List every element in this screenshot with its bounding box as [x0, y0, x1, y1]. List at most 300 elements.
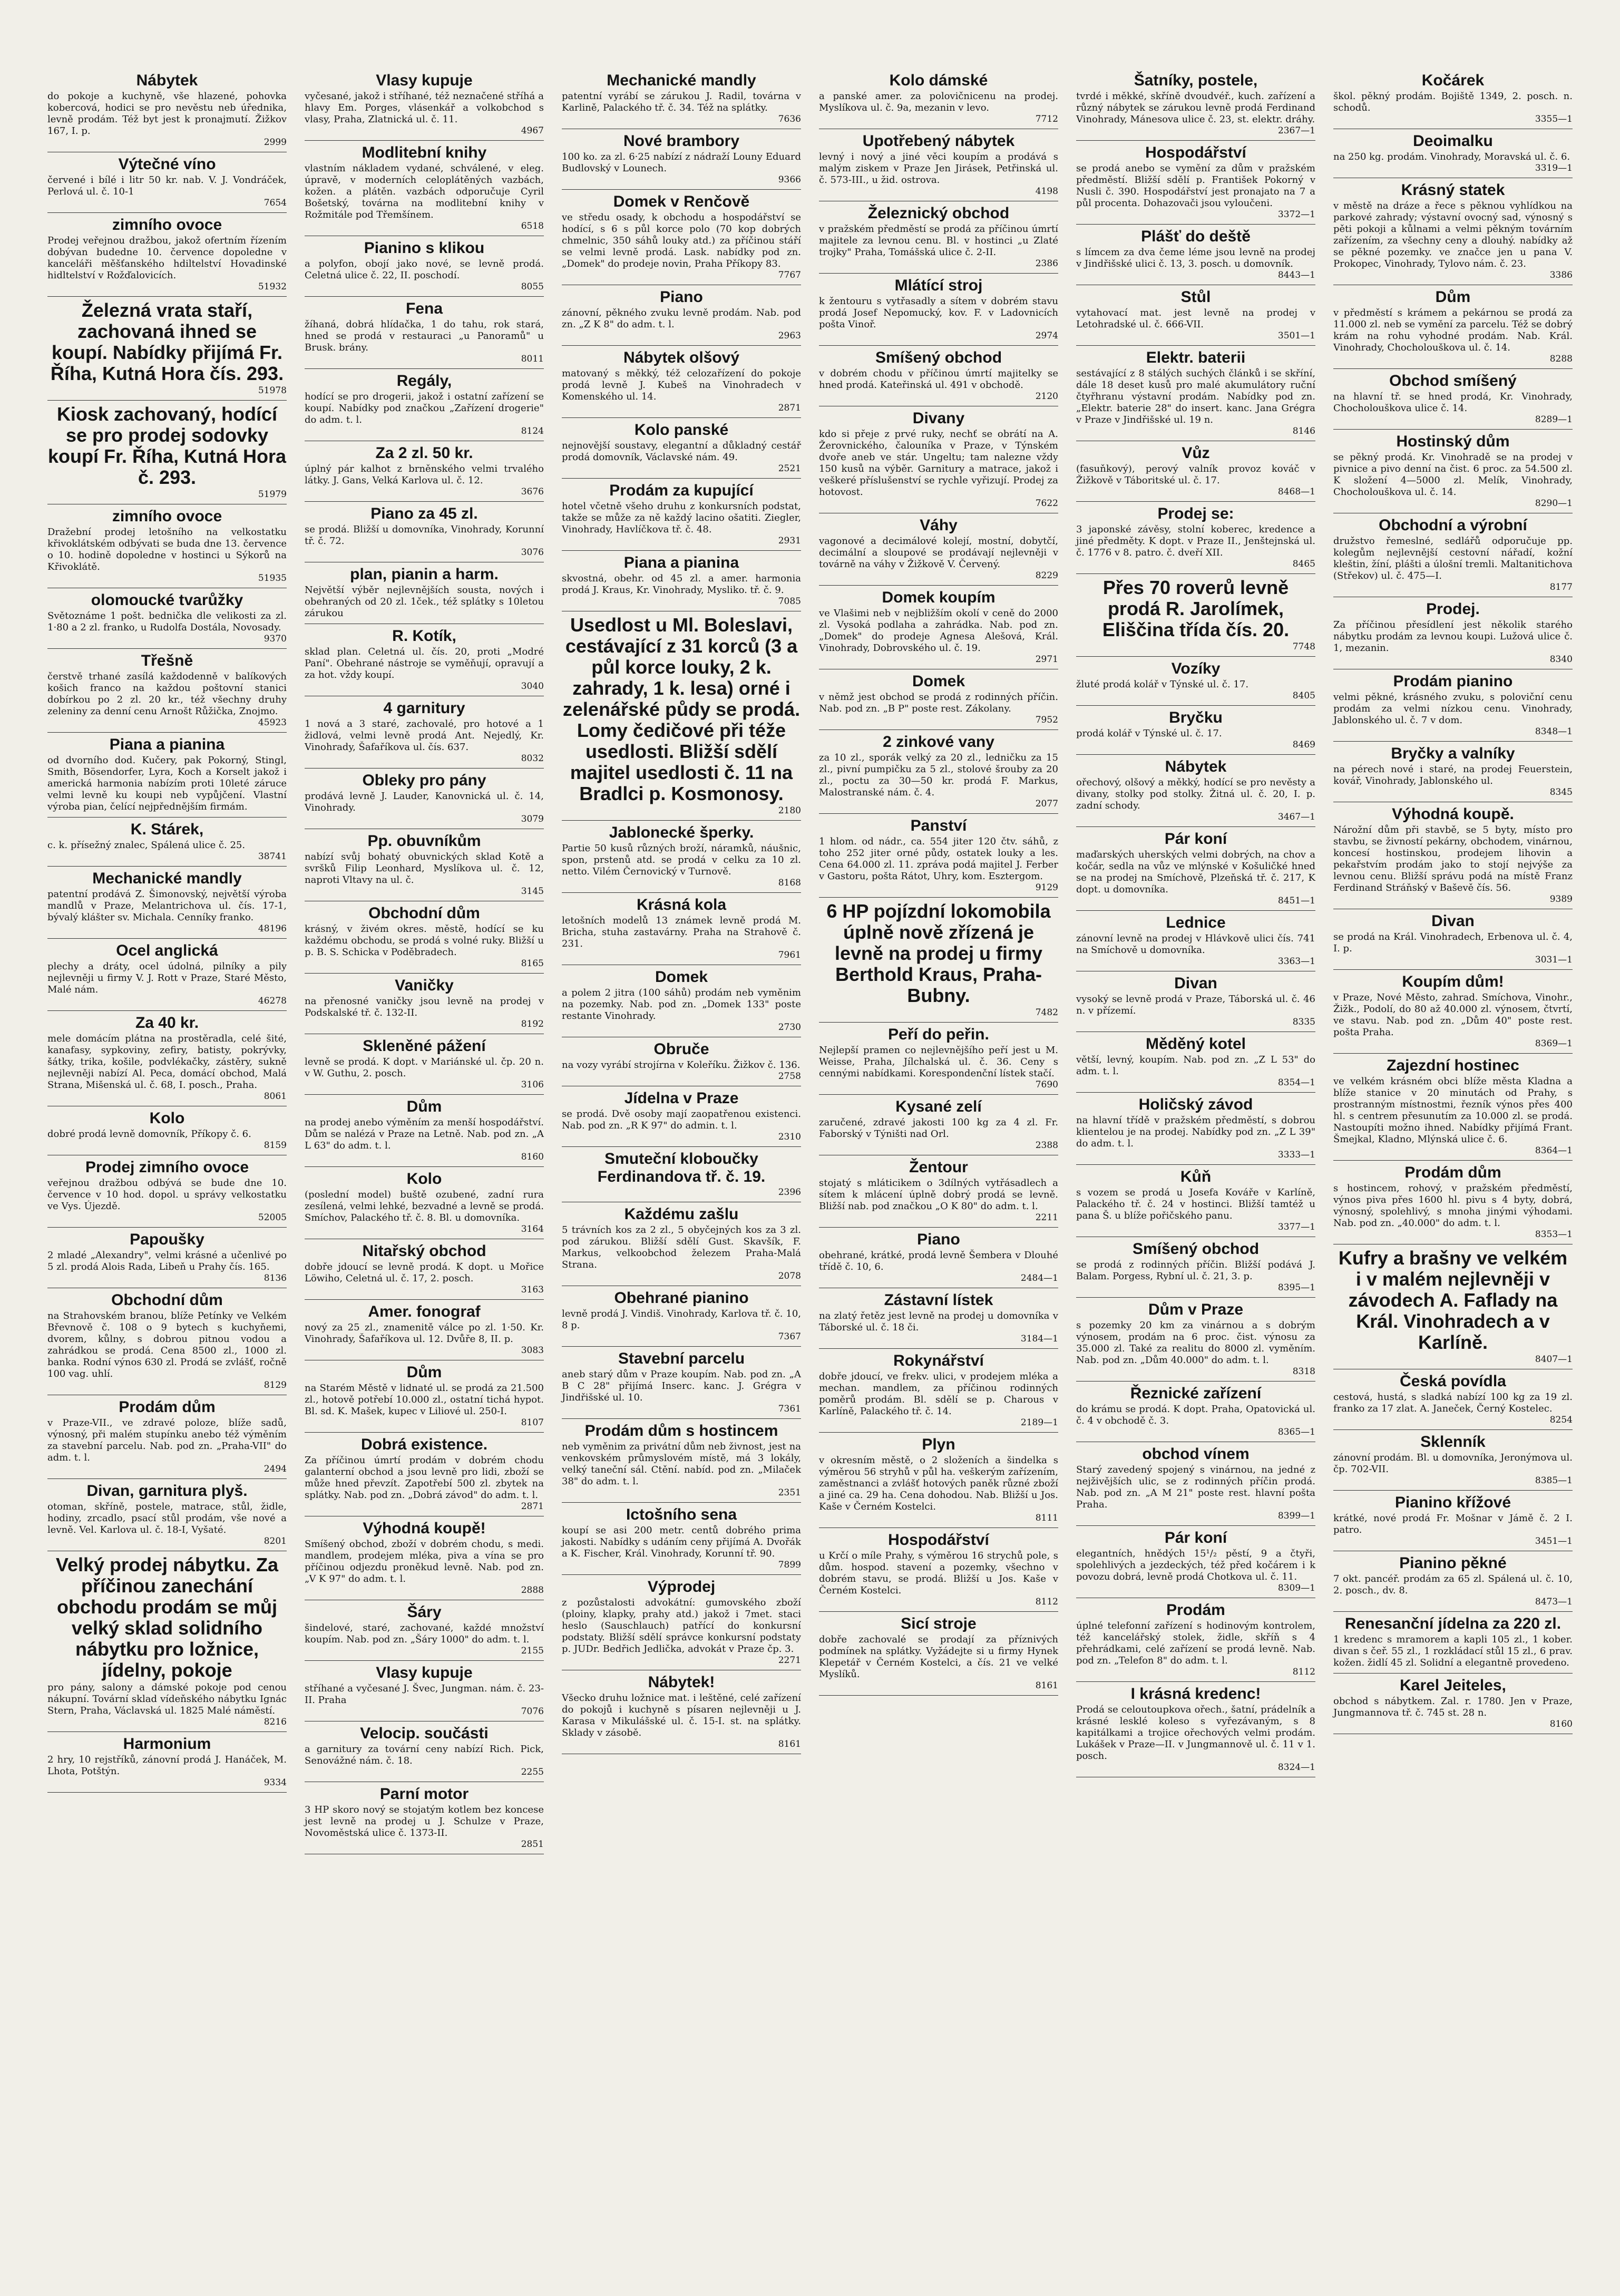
ad-heading: Přes 70 roverů levně prodá R. Jarolímek, Eliščina třída čís. 20.: [1102, 577, 1290, 640]
ad-number: 8340: [1549, 654, 1573, 665]
ad-text: kdo si přeje z prvé ruky, nechť se obrátí na A. Žerovnického, čalouníka v Praze, v Týnském dvoře aneb ve stár. Ungeltu; tam nalezne vždy 150 kusů na výběr. Garnitury a matrace, jakož i veškeré příslušenství se rychle vyřizují. Prodej za hotovost.: [819, 429, 1058, 498]
ad-heading: Obleky pro pány: [362, 772, 486, 789]
ad-number: 8112: [1292, 1667, 1315, 1677]
ad-number: 7085: [778, 596, 801, 607]
ad-text: na Starém Městě v lidnaté ul. se prodá za 21.500 zl., hotově potřebí 10.000 zl., ostatní tichá hypot. Bl. sd. K. Mašek, kupec v Liliové ul. 250-I.: [305, 1383, 544, 1417]
classified-ad: [1333, 669, 1573, 742]
ad-heading: Prodám dům s hostincem: [584, 1422, 778, 1439]
classified-ad: [47, 818, 287, 867]
ad-number: 8165: [521, 958, 544, 969]
classified-ad: [1076, 1442, 1315, 1526]
ad-number: 8112: [1035, 1597, 1058, 1607]
ad-number: 52005: [258, 1212, 287, 1223]
ad-number: 7076: [521, 1706, 544, 1717]
ad-text: stojatý s mláticikem o 3dílných vytřásadlech a sítem k mlácení úplně dobrý prodá se levně. Bližší nab. pod značkou „O K 80" do adm. t. l.: [819, 1178, 1058, 1212]
ad-text: prodá kolář v Týnské ul. č. 17.: [1076, 728, 1222, 739]
ad-text: 1 kredenc s mramorem a kapli 105 zl., 1 kober. divan s čeř. 55 zl., 1 rozkládací stůl 15 zl., 6 prav. kožen. židlí 45 zl. Solidní a elegantně provedeno.: [1333, 1634, 1573, 1668]
ad-text: zaručené, zdravé jakosti 100 kg za 4 zl. Fr. Faborský v Týništi nad Orl.: [819, 1117, 1058, 1140]
classified-ad: [562, 1037, 801, 1086]
ad-number: 8318: [1292, 1366, 1315, 1377]
classified-ad: [562, 1419, 801, 1503]
classified-ad: [819, 346, 1058, 406]
ad-heading: Krásná kola: [636, 896, 727, 913]
classified-ad: [47, 649, 287, 733]
ad-text: v dobrém chodu v příčinou úmrtí majitelky se hned prodá. Kateřinská ul. 491 v obchodě.: [819, 368, 1058, 391]
ad-heading: Nábytek: [1165, 758, 1227, 775]
ad-number: 3083: [521, 1345, 544, 1356]
classified-ad: [562, 1347, 801, 1419]
ad-heading: Prodám dům: [1404, 1164, 1501, 1181]
ad-text: na zlatý řetěz jest levně na prodej u domovníka v Táborské ul. č. 18 či.: [819, 1310, 1058, 1333]
ad-heading: Deoimalku: [1413, 132, 1493, 150]
ad-number: 2963: [778, 330, 801, 341]
classified-ad: [305, 141, 544, 236]
ad-heading: Nábytek!: [648, 1674, 715, 1691]
ad-heading: Upotřebený nábytek: [862, 132, 1015, 150]
ad-heading: Obehrané pianino: [614, 1289, 749, 1307]
ad-text: vyčesané, jakož i stříhané, též neznačené stříhá a hlavy Em. Porges, vlásenkář a volkobchod s vlasy, Praha, Zlatnická ul. č. 11.: [305, 91, 544, 125]
ad-heading: Pp. obuvníkům: [367, 832, 481, 850]
ad-text: patentní prodává Z. Šimonovský, největší výroba mandlů v Praze, Melantrichova ul. čís. 17-1, bývalý klášter sv. Michala. Cenníky franko.: [47, 889, 287, 923]
ad-text: větší, levný, koupím. Nab. pod zn. „Z L 53" do adm. t. l.: [1076, 1054, 1315, 1077]
ad-number: 8146: [1292, 426, 1315, 436]
ad-text: na vozy vyrábí strojírna v Koleříku. Žižkov č. 136.: [562, 1059, 801, 1071]
ad-heading: Prodám za kupující: [609, 482, 754, 499]
ad-heading: Elektr. baterii: [1146, 349, 1246, 366]
ad-heading: Smíšený obchod: [1132, 1240, 1260, 1258]
ad-heading: Nábytek: [136, 72, 198, 89]
ad-number: 4198: [1035, 186, 1058, 197]
ad-number: 8229: [1035, 570, 1058, 581]
ad-heading: Velký prodej nábytku. Za příčinou zanechání obchodu prodám se můj velký sklad solidního nábytku pro ložnice, jídelny, pokoje: [55, 1554, 279, 1681]
ad-heading: Karel Jeiteles,: [1400, 1677, 1506, 1694]
ad-number: 2974: [1035, 330, 1058, 341]
ad-heading: Piano: [917, 1231, 960, 1248]
ad-text: zánovní prodám. Bl. u domovníka, Jeronýmova ul. čp. 702-VII.: [1333, 1452, 1573, 1475]
classified-ad: [47, 504, 287, 588]
ad-heading: Nábytek olšový: [623, 349, 740, 366]
ad-text: 2 mladé „Alexandry", velmi krásné a učenlivé po 5 zl. prodá Alois Rada, Libeň u Prahy čís. 165.: [47, 1250, 287, 1272]
ad-heading: Piana a pianina: [623, 554, 739, 571]
classified-ad: [562, 965, 801, 1037]
ad-heading: Za 2 zl. 50 kr.: [375, 444, 473, 462]
classified-ad: [1076, 1526, 1315, 1598]
ad-number: 7899: [778, 1560, 801, 1570]
ad-text: elegantních, hnědých 15¹/₂ pěstí, 9 a čtyři, spolehlivých a jezdeckých, též před kočárem i k povozu dobrá, levně prodá Chotkova ul. č. 11.: [1076, 1548, 1315, 1582]
ad-text: žluté prodá kolář v Týnské ul. č. 17.: [1076, 679, 1249, 690]
ad-text: hodící se pro drogerii, jakož i ostatní zařízení se koupí. Nabídky pod značkou „Zařízení drogerie" do adm. t. l.: [305, 391, 544, 425]
ad-text: Dražební prodej letošního na velkostatku křivoklátském odbývati se buda dne 13. července o 10. hodině dopoledne v hostinci u Sýkorů na Křivoklátě.: [47, 527, 287, 572]
ad-number: 8161: [778, 1739, 801, 1749]
classified-ad: [562, 893, 801, 965]
ad-heading: Hospodářství: [1145, 144, 1246, 161]
ad-heading: Kolo: [149, 1110, 185, 1127]
ad-number: 2078: [778, 1271, 801, 1281]
ad-text: se prodá. Bližší u domovníka, Vinohrady, Korunní tř. č. 72.: [305, 524, 544, 547]
ad-number: 3319—1: [1535, 163, 1573, 173]
ad-heading: Modlitební knihy: [362, 144, 487, 161]
ad-number: 2730: [778, 1022, 801, 1033]
classified-ad: [47, 1395, 287, 1479]
ad-text: od dvorního dod. Kučery, pak Pokorný, Stingl, Smith, Bösendorfer, Lyra, Koch a Korselt jakož i americká harmonia nabízím proti 10leté záruce velmi levně ku koupi neb vypůjčení. Vlastní výroba pian, čelící nejpřednějším firmám.: [47, 755, 287, 812]
ad-heading: Plášť do deště: [1141, 228, 1251, 245]
classified-ad: [819, 730, 1058, 814]
classified-ad: [1076, 1237, 1315, 1298]
ad-number: 8136: [264, 1273, 287, 1283]
classified-ad: [1333, 970, 1573, 1054]
classified-ad: [1076, 827, 1315, 911]
ad-text: úplné telefonní zařízení s hodinovým kontrolem, též kancelářský stolek, židle, skříň s 4 přehrádkami, celé zařízení se prodá levně. Nab. pod zn. „Telefon 8" do adm. t. l.: [1076, 1620, 1315, 1666]
ad-text: obchod s nábytkem. Zal. r. 1780. Jen v Praze, Jungmannova tř. č. 745 st. 28 n.: [1333, 1696, 1573, 1718]
ad-heading: Prodám: [1166, 1601, 1225, 1619]
classified-ad: [819, 1612, 1058, 1696]
ad-number: 8289—1: [1535, 414, 1573, 425]
ad-number: 8177: [1549, 582, 1573, 592]
ad-text: na prodej anebo výměním za menší hospodářství. Dům se nalézá v Praze na Letně. Nab. pod zn. „A L 63" do adm. t. l.: [305, 1117, 544, 1151]
ad-number: 2971: [1035, 654, 1058, 665]
ad-text: na hlavní třídě v pražském předměstí, s dobrou klientelou je na prodej. Nabídky pod zn. „Z L 39" do adm. t. l.: [1076, 1115, 1315, 1149]
classified-ad: [47, 1732, 287, 1793]
ad-text: mele domácím plátna na prostěradla, celé šité, kanafasy, sypkoviny, zefiry, batisty, pokrývky, šátky, trika, košile, podvlékačky, zástěry, sukně nejlevněji nabízí Al. Peca, domácí obchod, Malá Strana, Mišenská ul. č. 68, I. posch., Praha.: [47, 1033, 287, 1091]
ad-number: 8407—1: [1535, 1354, 1573, 1365]
classified-ad: [819, 669, 1058, 730]
ad-number: 2931: [778, 536, 801, 546]
ad-number: 3355—1: [1535, 114, 1573, 124]
classified-ad: [1333, 178, 1573, 285]
ad-heading: Pianino pěkné: [1399, 1554, 1507, 1572]
ad-text: v pražském předměstí se prodá za příčinou úmrtí majitele za levnou cenu. Bl. v hostinci „u Zlaté trojky" Praha, Tomášská ulice č. 2-II.: [819, 223, 1058, 258]
ad-heading: Jablonecké šperky.: [609, 824, 754, 841]
ad-heading: Prodám pianino: [1393, 673, 1513, 690]
ad-text: v městě na dráze a řece s pěknou vyhlídkou na parkové zahrady; výstavní ovocný sad, výnosný s pěti pokoji a kůlnami a velmi pěkným továrním zařízením, za všechny ceny a dlouhý. nabídky až se pěkné pozemky. ve značce jen u pana V. Prokopec, Vinohrady, Tylovo nám. č. 23.: [1333, 200, 1573, 269]
ad-text: čerstvě trhané zasílá každodenně v balíkových košich franco na každou poštovní stanici dobírkou po 2 zl. 20 kr., též všechny druhy zeleniny za denní cenu Arnošt Růžička, Znojmo.: [47, 671, 287, 717]
ad-text: na pérech nové i staré, na prodej Feuerstein, kovář, Vinohrady, Jablonského ul.: [1333, 764, 1573, 786]
classified-ad: [819, 1288, 1058, 1349]
ad-number: 8324—1: [1277, 1762, 1315, 1773]
classified-ad: [305, 624, 544, 696]
classified-ad: [819, 201, 1058, 274]
classified-ad: [1333, 1430, 1573, 1491]
classified-ad: [305, 1034, 544, 1095]
ad-text: Za příčinou úmrtí prodám v dobrém chodu galanterní obchod a jsou levně pro lidi, zboží se může hned převzít. Zapotřebí 500 zl. zbytek na splátky. Nab. pod zn. „Dobrá závod" do adm. t. l.: [305, 1455, 544, 1501]
ad-heading: Domek v Renčově: [613, 193, 750, 210]
ad-number: 8161: [1035, 1680, 1058, 1691]
classified-ad: [819, 1023, 1058, 1095]
classified-ad: [47, 213, 287, 297]
ad-heading: Hostinský dům: [1396, 433, 1510, 450]
ad-number: 7952: [1035, 715, 1058, 725]
ad-number: 2351: [778, 1487, 801, 1498]
ad-number: 3106: [521, 1079, 544, 1090]
ad-heading: 2 zinkové vany: [883, 733, 994, 751]
classified-ad: [47, 1551, 287, 1732]
classified-ad: [562, 418, 801, 479]
ad-heading: Šáry: [407, 1603, 442, 1621]
ad-text: vlastním nákladem vydané, schválené, v eleg. úpravě, v moderních celoplátěných vazbách, kožen. a plátěn. vazbách odporučuje Cyril Bošetský, továrna na modlitební knihy v Rožmitále pod Třemšínem.: [305, 163, 544, 220]
ad-number: 4967: [521, 125, 544, 136]
ad-text: dobře jdoucí se levně prodá. K dopt. u Mořice Löwiho, Celetná ul. č. 17, 2. posch.: [305, 1261, 544, 1284]
ad-number: 3163: [521, 1285, 544, 1295]
ad-heading: Papoušky: [130, 1231, 204, 1248]
classified-ad: [1076, 1298, 1315, 1382]
ad-heading: Pár koní: [1164, 1529, 1227, 1546]
classified-ad: [819, 406, 1058, 513]
ad-text: s vozem se prodá u Josefa Kováře v Karlíně, Palackého tř. č. 24 v hostinci. Bližší tamtéž u pana Š. u blíže pořičského panu.: [1076, 1187, 1315, 1221]
classified-ad: [47, 297, 287, 401]
ad-number: 3145: [521, 886, 544, 897]
ad-text: otoman, skříně, postele, matrace, stůl, židle, hodiny, zrcadlo, psací stůl prodám, vše nové a levně. Vel. Karlova ul. č. 18-I, Vyšaté.: [47, 1501, 287, 1535]
ad-text: červené i bílé i litr 50 kr. nab. V. J. Vondráček, Perlová ul. č. 10-1: [47, 174, 287, 197]
ad-heading: Kolo panské: [634, 421, 729, 439]
ad-text: za 10 zl., sporák velký za 20 zl., ledničku za 15 zl., pivní pumpičku za 5 zl., stolové šrouby za 20 zl., poctu za 30—50 kr. prodá F. Markus, Malostranské nám. č. 4.: [819, 752, 1058, 798]
classified-ad: [1076, 574, 1315, 657]
ad-text: stříhané a vyčesané J. Švec, Jungman. nám. č. 23-II. Praha: [305, 1683, 544, 1706]
classified-ad: [1333, 597, 1573, 669]
column-2: [299, 69, 549, 2264]
ad-number: 8061: [264, 1091, 287, 1102]
ad-text: ve středu osady, k obchodu a hospodářství se hodící, s 6 s půl korce polo (70 kop dobrých chmelnic, 350 sáhů louky atd.) za příčinou stáří se velmi levně prodá. Lask. nabídky pod zn. „Domek" do prodeje novin, Praha Příkopy 83.: [562, 212, 801, 269]
ad-text: do krámu se prodá. K dopt. Praha, Opatovická ul. č. 4 v obchodě č. 3.: [1076, 1404, 1315, 1426]
ad-number: 8473—1: [1535, 1597, 1573, 1607]
classified-ad: [1076, 1165, 1315, 1237]
classified-ad: [562, 1575, 801, 1670]
ad-number: 7767: [778, 270, 801, 280]
ad-number: 9389: [1549, 894, 1573, 904]
classified-ad: [305, 502, 544, 562]
classified-ad: [1076, 502, 1315, 574]
column-5: [1071, 69, 1321, 2264]
ad-number: 8124: [521, 426, 544, 436]
ad-number: 8309—1: [1277, 1583, 1315, 1593]
classified-ad: [305, 1095, 544, 1167]
ad-number: 8395—1: [1277, 1282, 1315, 1293]
ad-heading: olomoucké tvarůžky: [91, 591, 243, 609]
classified-ad: [305, 1516, 544, 1600]
ad-text: 1 hlom. od nádr., ca. 554 jiter 120 čtv. sáhů, z toho 252 jiter orné půdy, ostatek louky a les. Cena 64.000 zl. 11. zpráva podá majitel J. Ferber v Gastoru, pošta Rátot, Uhry, kom. Esztergom.: [819, 836, 1058, 882]
classified-ad: [1333, 1674, 1573, 1734]
ad-heading: Dům: [406, 1098, 442, 1115]
ad-text: dobré prodá levně domovník, Příkopy č. 6.: [47, 1128, 251, 1140]
ad-text: 100 ko. za zl. 6·25 nabízí z nádraží Louny Eduard Budlovský v Lounech.: [562, 151, 801, 174]
ad-number: 8348—1: [1535, 726, 1573, 737]
ad-text: Nejlepší pramen co nejlevnějšího peří jest u M. Weisse, Praha, Jílchalská ul. č. 36. Ceny s cennými nabídkami. Korespondenční lístek stačí.: [819, 1045, 1058, 1079]
ad-text: zánovní, pěkného zvuku levně prodám. Nab. pod zn. „Z K 8" do adm. t. l.: [562, 307, 801, 330]
classified-ad: [819, 1528, 1058, 1612]
classified-ad: [47, 1106, 287, 1155]
ad-heading: Piana a pianina: [109, 736, 225, 753]
ad-text: Světoznáme 1 pošt. bednička dle velikosti za zl. 1·80 a 2 zl. franko, u Rudolfa Dostála, Novosady.: [47, 610, 287, 633]
ad-text: Prodá se celoutoupkova ořech., šatní, prádelník a krásné lesklé koleso s vyřezávaným, s 8 kapitálkami a trojice ořechových velmi prodám. Lukášek v Praze—II. v Jungmannově ul. č. 11 v 1. posch.: [1076, 1704, 1315, 1762]
ad-number: 2396: [778, 1187, 801, 1198]
classified-ad: [1076, 1682, 1315, 1777]
classified-ad: [1076, 346, 1315, 441]
ad-heading: Třešně: [141, 652, 193, 669]
ad-heading: Divan: [1431, 912, 1475, 930]
ad-heading: Dům: [406, 1364, 442, 1381]
ad-number: 3040: [521, 681, 544, 692]
ad-heading: Stůl: [1180, 288, 1211, 306]
classified-ad: [562, 1086, 801, 1147]
ad-number: 8288: [1549, 354, 1573, 364]
ad-text: matovaný s měkký, též celozařízení do pokoje prodá levně J. Kubeš na Vinohradech v Komenského ul. 14.: [562, 368, 801, 402]
classified-ad: [819, 1095, 1058, 1155]
classified-ad: [819, 814, 1058, 898]
ad-heading: Sklenník: [1420, 1433, 1486, 1451]
classified-ad: [305, 297, 544, 369]
classified-ad: [1333, 909, 1573, 970]
ad-number: 48196: [258, 923, 287, 934]
classified-ad: [1333, 1551, 1573, 1612]
classified-ad: [1333, 69, 1573, 129]
classified-ad: [562, 611, 801, 821]
ad-text: v Praze, Nové Město, zahrad. Smíchova, Vinohr., Žižk., Podolí, do 80 až 40.000 zl. výnosem, čtvrtí, ve stavu. Nab. pod zn. „Dům 40" poste rest. pošta Praha.: [1333, 992, 1573, 1038]
classified-ad: [305, 69, 544, 141]
ad-heading: Ictošního sena: [626, 1506, 737, 1523]
classified-ad: [305, 1433, 544, 1516]
ad-heading: Velocip. součásti: [360, 1725, 489, 1742]
ad-heading: Vlasy kupuje: [376, 1664, 473, 1681]
ad-heading: Výhodná koupě.: [1392, 805, 1514, 823]
ad-text: na 250 kg. prodám. Vinohrady, Moravská ul. č. 6.: [1333, 151, 1570, 162]
ad-text: plechy a dráty, ocel údolná, pilníky a pily nejlevněji u firmy V. J. Rott v Praze, Staré Město, Malé nám.: [47, 961, 287, 995]
classified-ad: [1076, 225, 1315, 285]
classified-ad: [562, 1202, 801, 1286]
ad-heading: Váhy: [920, 517, 958, 534]
classified-ad: [305, 974, 544, 1034]
ad-text: neb vyměnim za privátní dům neb živnost, jest na venkovském průmyslovém místě, má 3 lokály, velký taneční sál. Ctění. nabíd. pod zn. „Milaček 38" do adm. t. l.: [562, 1441, 801, 1487]
ad-number: 7961: [778, 950, 801, 960]
ad-number: 7654: [264, 198, 287, 208]
ad-heading: 6 HP pojízdní lokomobila úplně nově zřízená je levně na prodej u firmy Berthold Kraus, Praha-Bubny.: [826, 900, 1051, 1006]
ad-number: 9129: [1035, 882, 1058, 893]
classified-ad: [1076, 1093, 1315, 1165]
classified-ad: [47, 1479, 287, 1551]
ad-text: nejnovější soustavy, elegantní a důkladný cestář prodá domovník, Václavské nám. 49.: [562, 440, 801, 463]
ad-heading: Obchod smíšený: [1389, 372, 1517, 390]
classified-ad: [1333, 802, 1573, 909]
classified-ad: [1333, 1491, 1573, 1551]
ad-heading: Prodej zimního ovoce: [85, 1159, 249, 1176]
ad-number: 7622: [1035, 498, 1058, 509]
ad-text: ve Vlašimi neb v nejbližším okolí v ceně do 2000 zl. Vysoká podlaha a zahrádka. Nab. pod zn. „Domek" do prodeje Agnesa Alešová, Král. Vinohrady, Dobrovského ul. č. 19.: [819, 608, 1058, 654]
ad-number: 8032: [521, 753, 544, 764]
ad-text: 1 nová a 3 staré, zachovalé, pro hotové a 1 židlová, velmi levně prodá Ant. Nejedlý, Kr. Vinohrady, Šafaříkova ul. čís. 637.: [305, 718, 544, 753]
ad-number: 8353—1: [1535, 1229, 1573, 1240]
ad-heading: Obchodní dům: [111, 1291, 223, 1309]
ad-text: škol. pěkný prodám. Bojiště 1349, 2. posch. n. schodů.: [1333, 91, 1573, 113]
ad-text: pro pány, salony a dámské pokoje pod cenou nákupní. Tovární sklad vídeňského nábytku Ignác Stern, Praha, Václavská ul. 1825 Malé náměstí.: [47, 1682, 287, 1716]
ad-text: se prodá. Dvě osoby mají zaopatřenou existenci. Nab. pod zn. „R K 97" do admin. t. l.: [562, 1108, 801, 1131]
ad-heading: Rokynářství: [893, 1352, 984, 1369]
ad-number: 45923: [258, 717, 287, 728]
ad-text: 3 HP skoro nový se stojatým kotlem bez koncese jest levně na prodej u J. Schulze v Praze, Novoměstská ulice č. 1373-II.: [305, 1804, 544, 1838]
ad-number: 8055: [521, 281, 544, 292]
classified-ad: [562, 190, 801, 285]
column-6: [1328, 69, 1578, 2264]
ad-number: 46278: [258, 996, 287, 1006]
ad-heading: Koupím dům!: [1402, 973, 1504, 990]
ad-text: prodává levně J. Lauder, Kanovnická ul. č. 14, Vinohrady.: [305, 791, 544, 813]
ad-text: s pozemky 20 km za vinárnou a s dobrým výnosem, prodám na 6 proc. čist. výnosu za 35.000 zl. Také za realitu do 8000 zl. vyměním. Nab. pod zn. „Dům 40.000" do adm. t. l.: [1076, 1320, 1315, 1366]
ad-heading: I krásná kredenc!: [1130, 1685, 1261, 1702]
ad-text: 2 hry, 10 rejstříků, zánovní prodá J. Hanáček, M. Lhota, Potštýn.: [47, 1754, 287, 1777]
classified-ad: [1076, 657, 1315, 706]
ad-number: 3372—1: [1277, 209, 1315, 220]
ad-number: 8468—1: [1277, 487, 1315, 497]
ad-number: 6518: [521, 221, 544, 231]
classified-ad: [1076, 971, 1315, 1032]
ad-text: družstvo řemeslné, sedlářů odporučuje pp. kolegům nejlevnější cestovní nářadí, kožní kleštin, žíní, plášti a úlošní tremli. Maltanitichova (Střekov) ul. č. 475—I.: [1333, 536, 1573, 581]
ad-heading: Obchodní dům: [368, 904, 480, 922]
ad-heading: Každému zašlu: [624, 1205, 739, 1223]
ad-number: 8443—1: [1277, 270, 1315, 280]
ad-number: 8011: [521, 354, 544, 364]
ad-heading: Kufry a brašny ve velkém i v malém nejlevněji v závodech A. Faflady na Král. Vinohradech a v Karlíně.: [1338, 1247, 1568, 1353]
ad-heading: Divan: [1174, 975, 1217, 992]
ad-heading: Stavební parcelu: [618, 1350, 745, 1367]
ad-text: levně prodá J. Vindiš. Vinohrady, Karlova tř. č. 10, 8 p.: [562, 1308, 801, 1331]
ad-number: 8201: [264, 1536, 287, 1546]
ad-number: 2255: [521, 1767, 544, 1777]
classified-ad: [47, 939, 287, 1011]
ad-text: velmi pěkné, krásného zvuku, s poloviční cenu prodám za velmi nízkou cenu. Vinohrady, Jablonského ul. č. 7 v dom.: [1333, 692, 1573, 726]
ad-number: 38741: [258, 851, 287, 862]
ad-text: v Praze-VII., ve zdravé poloze, blíže sadů, výnosný, při malém stupínku anebo též výměním za stavební parcelu. Nab. pod zn. „Praha-VII" do adm. t. l.: [47, 1417, 287, 1463]
ad-text: ve velkém krásném obci blíže města Kladna a blíže stanice v 20 minutách od Prahy, s prostranným místnostmi, řezník výnos přes 400 hl. s centrem přesunutím za 10.000 zl. se prodá. Nastoupíti možno ihned. Nabídky přijímá Frant. Šmejkal, Kladno, Mlýnská ulice č. 6.: [1333, 1076, 1573, 1145]
ad-text: zánovní levně na prodej v Hlávkově ulici čís. 741 na Smíchově u domovníka.: [1076, 933, 1315, 956]
ad-text: s límcem za dva čeme léme jsou levně na prodej v Jindřišské ulici č. 13, 3. posch. u domovník.: [1076, 247, 1315, 269]
ad-heading: Kolo: [406, 1170, 442, 1188]
classified-ad: [305, 1782, 544, 1854]
classified-ad: [562, 285, 801, 346]
ad-text: Starý zavedený spojený s vinárnou, na jedné z nejživějších ulic, se z rodinných příčin prodá. Nab. pod zn. „A M 21" poste rest. hlavní pošta Praha.: [1076, 1464, 1315, 1510]
ad-text: cestová, hustá, s sladká nabízí 100 kg za 19 zl. franko za 17 zlat. A. Janeček, Černý Kostelec.: [1333, 1392, 1573, 1414]
ad-heading: Smíšený obchod: [875, 349, 1002, 366]
classified-ad: [562, 479, 801, 551]
ad-text: maďarských uherských velmi dobrých, na chov a kočár, sedla na vůz ve mlýnské v Košuličké hned se na prodej na Smíchově, Plzeňská tř. č. 217, K dopt. u domovníka.: [1076, 849, 1315, 895]
ad-heading: Peří do peřin.: [888, 1026, 989, 1043]
classified-ad: [305, 441, 544, 502]
ad-number: 2851: [521, 1839, 544, 1850]
ad-heading: Parní motor: [379, 1785, 469, 1803]
classified-ad: [562, 1286, 801, 1347]
classified-ad: [819, 898, 1058, 1023]
ad-text: vagonové a decimálové kolejí, mostní, dobytčí, decimální a sloupové se prodávají nejlevněji v továrně na váhy v Žižkově V. Červený.: [819, 536, 1058, 570]
ad-text: tvrdé i měkké, skříně dvoudvéř., kuch. zařízení a různý nábytek se zárukou levně prodá Ferdinand Vinohrady, Mánesova ulice č. 23, st. elektr. dráhy.: [1076, 91, 1315, 125]
classified-ad: [1333, 285, 1573, 369]
ad-heading: Domek: [655, 968, 708, 986]
ad-text: v okresním městě, o 2 složeních a šindelka s výměrou 56 stryhů v půl ha. veškerým zařízením, zaměstnanci a zvlášť hotových paněk různé zboží a jiné ca. 29 ha. Cena dohodou. Nab. Bližší u Jos. Kaše v Černém Kostelci.: [819, 1455, 1058, 1512]
ad-text: žíhaná, dobrá hlídačka, 1 do tahu, rok stará, hned se prodá v restauraci „u Panoramů" u Brusk. brány.: [305, 319, 544, 353]
ad-heading: Lednice: [1166, 914, 1226, 931]
classified-ad: [1333, 513, 1573, 597]
ad-number: 8335: [1292, 1017, 1315, 1027]
classified-ad: [305, 1360, 544, 1433]
ad-heading: Nové brambory: [623, 132, 740, 150]
ad-number: 2189—1: [1020, 1417, 1058, 1428]
ad-heading: zimního ovoce: [112, 508, 222, 525]
classified-ad: [1333, 1161, 1573, 1244]
ad-heading: Prodám dům: [119, 1398, 216, 1416]
classified-ad: [305, 562, 544, 624]
ad-heading: Pianino s klikou: [364, 239, 485, 257]
classified-ad: [305, 1300, 544, 1360]
classified-ad: [1076, 911, 1315, 971]
ad-heading: K. Stárek,: [130, 821, 204, 838]
classified-ad: [47, 1155, 287, 1228]
ad-text: se prodá na Král. Vinohradech, Erbenova ul. č. 4, I. p.: [1333, 931, 1573, 954]
ad-number: 2367—1: [1277, 125, 1315, 136]
